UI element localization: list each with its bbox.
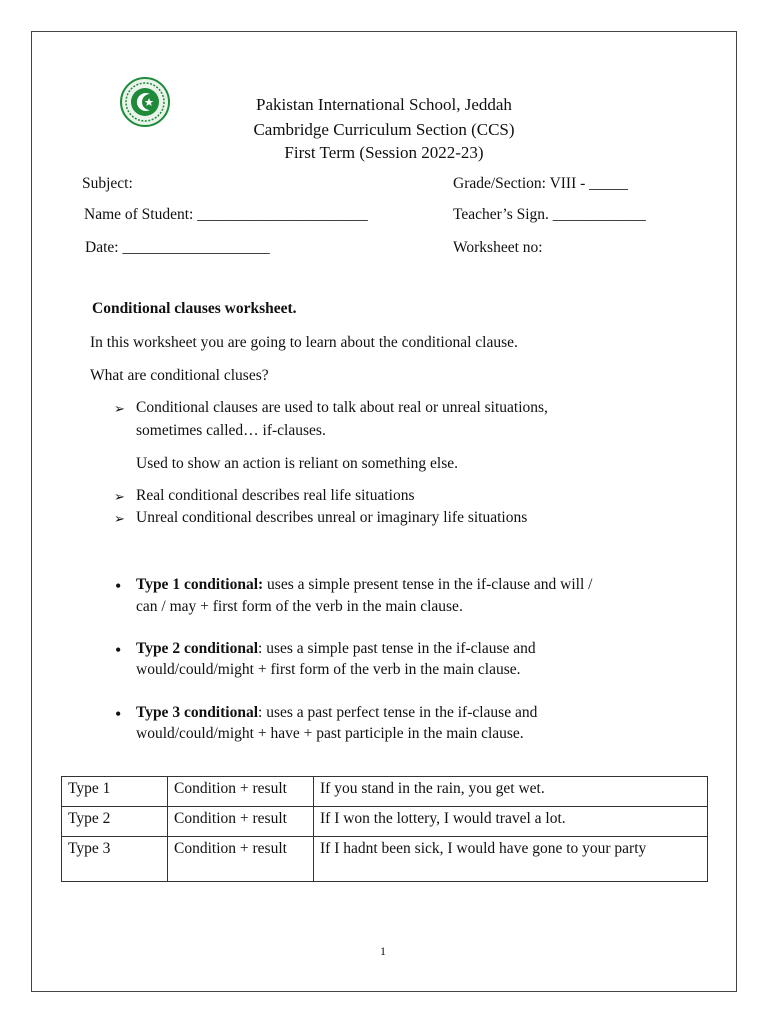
table-cell-type: Type 1 — [62, 777, 168, 807]
type3-line2: would/could/might + have + past participle in the main clause. — [136, 725, 524, 742]
table-row — [62, 837, 708, 882]
arrow-bullet-icon: ➢ — [114, 511, 125, 526]
table-cell-type: Type 3 — [62, 837, 168, 882]
subject-field: Subject: — [82, 175, 133, 192]
bullet-dot-icon: • — [115, 576, 122, 596]
arrow-item-1-line2: sometimes called… if-clauses. — [136, 422, 326, 439]
table-cell-structure: Condition + result — [168, 837, 314, 882]
table-cell-structure: Condition + result — [168, 777, 314, 807]
table-cell-structure: Condition + result — [168, 807, 314, 837]
term-session: First Term (Session 2022-23) — [284, 143, 484, 162]
bullet-dot-icon: • — [115, 640, 122, 660]
table-cell-example: If you stand in the rain, you get wet. — [314, 777, 708, 807]
worksheet-title: Conditional clauses worksheet. — [92, 300, 297, 317]
school-name: Pakistan International School, Jeddah — [256, 95, 512, 114]
type1-line2: can / may + first form of the verb in the main clause. — [136, 598, 463, 615]
arrow-item-1-note: Used to show an action is reliant on something else. — [136, 455, 458, 472]
date-field: Date: ___________________ — [85, 239, 270, 256]
table-row — [62, 777, 708, 807]
type2-label: Type 2 conditional — [136, 640, 259, 657]
worksheet-no-field: Worksheet no: — [453, 239, 543, 256]
type1-line1 — [136, 576, 592, 594]
table-cell-example: If I hadnt been sick, I would have gone to your party — [314, 837, 708, 882]
type1-label: Type 1 conditional: — [136, 576, 264, 593]
type3-line1 — [136, 704, 537, 722]
intro-text: In this worksheet you are going to learn about the conditional clause. — [90, 334, 518, 351]
table-cell-type: Type 2 — [62, 807, 168, 837]
type2-line2: would/could/might + first form of the verb in the main clause. — [136, 661, 521, 678]
page-number: 1 — [380, 944, 386, 958]
bullet-dot-icon: • — [115, 704, 122, 724]
arrow-bullet-icon: ➢ — [114, 489, 125, 504]
table-cell-example: If I won the lottery, I would travel a lot. — [314, 807, 708, 837]
table-row — [62, 807, 708, 837]
type3-label: Type 3 conditional — [136, 704, 259, 721]
arrow-item-1-line1: Conditional clauses are used to talk about real or unreal situations, — [136, 399, 548, 416]
student-name-field: Name of Student: ______________________ — [84, 206, 368, 223]
type1-desc: uses a simple present tense in the if-clause and will / — [263, 576, 593, 593]
curriculum-section: Cambridge Curriculum Section (CCS) — [253, 120, 515, 139]
type2-line1 — [136, 640, 536, 658]
arrow-item-2: Real conditional describes real life situations — [136, 487, 415, 504]
type2-desc: : uses a simple past tense in the if-clause and — [258, 640, 536, 657]
grade-section-field: Grade/Section: VIII - _____ — [453, 175, 628, 192]
type3-desc: : uses a past perfect tense in the if-clause and — [258, 704, 538, 721]
teacher-sign-field: Teacher’s Sign. ____________ — [453, 206, 646, 223]
conditional-examples-table — [61, 776, 708, 882]
arrow-item-3: Unreal conditional describes unreal or imaginary life situations — [136, 509, 528, 526]
question-text: What are conditional cluses? — [90, 367, 269, 384]
arrow-bullet-icon: ➢ — [114, 401, 125, 416]
